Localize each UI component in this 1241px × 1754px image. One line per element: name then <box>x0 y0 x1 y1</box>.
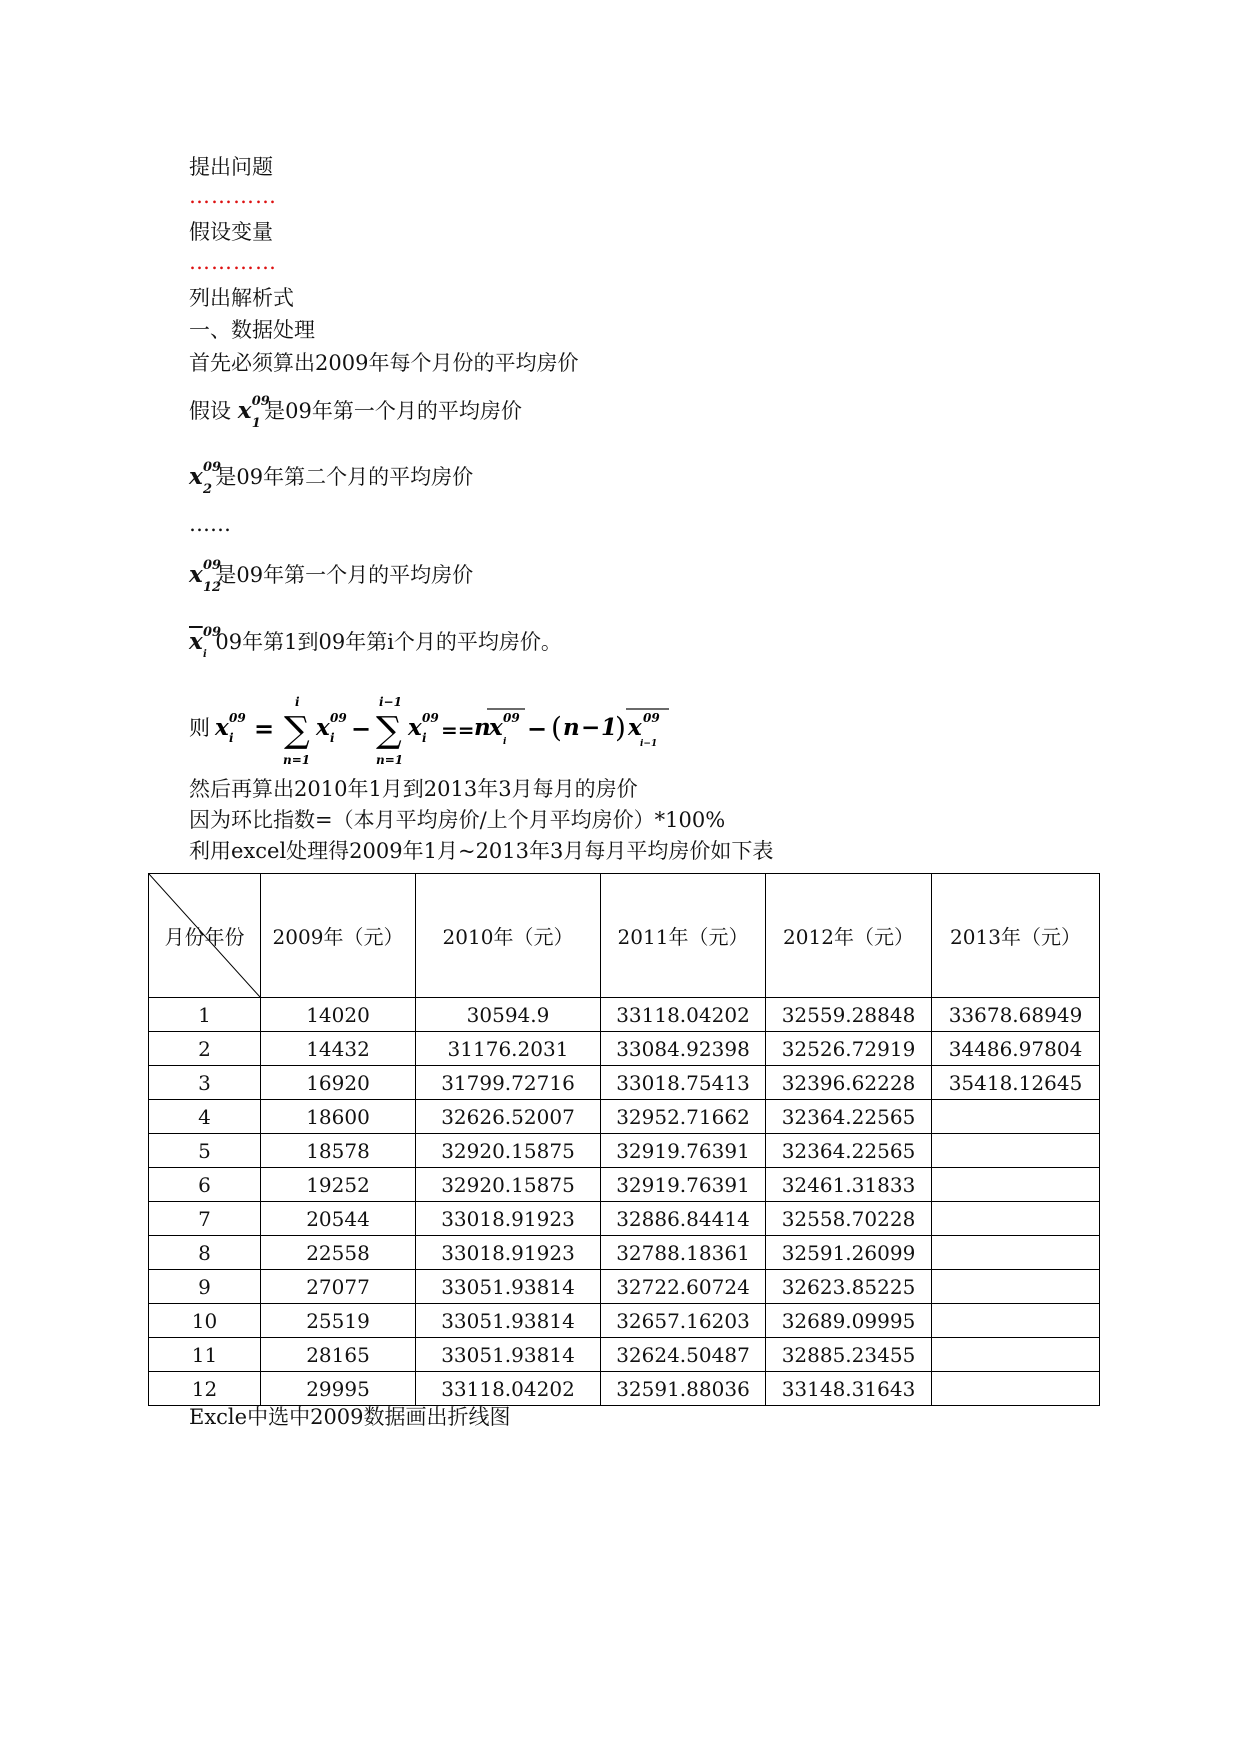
var-x2-text: 是09年第二个月的平均房价 <box>215 465 474 489</box>
svg-text:i: i <box>229 731 234 745</box>
svg-text:1: 1 <box>601 714 618 741</box>
var-avg-symbol: x 09 i <box>189 625 222 660</box>
price-cell: 28165 <box>261 1338 416 1372</box>
price-cell: 20544 <box>261 1202 416 1236</box>
price-cell <box>932 1270 1100 1304</box>
price-cell: 32461.31833 <box>766 1168 932 1202</box>
price-cell: 30594.9 <box>416 998 601 1032</box>
table-row <box>149 1202 1100 1236</box>
dots-divider-2: ………… <box>189 250 277 274</box>
svg-text:09: 09 <box>503 711 520 725</box>
price-cell: 32558.70228 <box>766 1202 932 1236</box>
table-row <box>149 1134 1100 1168</box>
table-row <box>149 1066 1100 1100</box>
var-x2-line <box>189 460 474 497</box>
table-row <box>149 998 1100 1032</box>
svg-text:−: − <box>351 714 372 743</box>
price-cell <box>932 1236 1100 1270</box>
price-cell: 29995 <box>261 1372 416 1406</box>
price-cell: 32722.60724 <box>601 1270 766 1304</box>
month-cell: 1 <box>149 998 261 1032</box>
month-cell: 11 <box>149 1338 261 1372</box>
price-cell: 18600 <box>261 1100 416 1134</box>
svg-text:09: 09 <box>330 711 347 725</box>
table-corner-cell <box>149 874 261 998</box>
price-cell: 32591.26099 <box>766 1236 932 1270</box>
price-cell: 31799.72716 <box>416 1066 601 1100</box>
price-cell: 19252 <box>261 1168 416 1202</box>
table-row <box>149 1236 1100 1270</box>
svg-text:∑: ∑ <box>376 710 402 751</box>
svg-text:x: x <box>489 714 503 741</box>
month-cell: 7 <box>149 1202 261 1236</box>
svg-text:i−1: i−1 <box>640 739 658 749</box>
svg-text:==: == <box>441 718 475 742</box>
svg-text:−: − <box>527 714 548 743</box>
price-cell: 33018.91923 <box>416 1236 601 1270</box>
price-cell: 14020 <box>261 998 416 1032</box>
var-x1-text: 是09年第一个月的平均房价 <box>264 399 522 423</box>
header-2012: 2012年（元） <box>766 874 932 998</box>
table-row <box>149 1304 1100 1338</box>
svg-text:n=1: n=1 <box>283 753 311 767</box>
table-row <box>149 1100 1100 1134</box>
svg-text:09: 09 <box>643 711 660 725</box>
table-body <box>149 998 1100 1406</box>
price-cell: 33084.92398 <box>601 1032 766 1066</box>
svg-text:则: 则 <box>189 716 210 740</box>
svg-text:(: ( <box>551 711 562 744</box>
svg-text:∑: ∑ <box>284 710 310 751</box>
svg-text:=: = <box>254 714 275 743</box>
price-cell: 32885.23455 <box>766 1338 932 1372</box>
var-avg-text: 09年第1到09年第i个月的平均房价。 <box>215 630 562 654</box>
price-cell: 27077 <box>261 1270 416 1304</box>
price-cell: 33148.31643 <box>766 1372 932 1406</box>
price-cell: 16920 <box>261 1066 416 1100</box>
svg-text:09: 09 <box>229 711 246 725</box>
month-cell: 2 <box>149 1032 261 1066</box>
paragraph-index-definition: 因为环比指数=（本月平均房价/上个月平均房价）*100% <box>189 808 726 832</box>
svg-text:i: i <box>295 695 300 709</box>
svg-text:i: i <box>422 731 427 745</box>
price-cell: 31176.2031 <box>416 1032 601 1066</box>
paragraph-2009-average: 首先必须算出2009年每个月份的平均房价 <box>189 351 579 375</box>
paragraph-excel-table: 利用excel处理得2009年1月~2013年3月每月平均房价如下表 <box>189 839 774 863</box>
month-cell: 3 <box>149 1066 261 1100</box>
month-cell: 12 <box>149 1372 261 1406</box>
svg-text:−: − <box>581 714 601 741</box>
var-x1-prefix: 假设 <box>189 399 231 423</box>
price-cell: 32526.72919 <box>766 1032 932 1066</box>
svg-text:x: x <box>316 714 330 741</box>
price-cell: 32920.15875 <box>416 1168 601 1202</box>
price-cell <box>932 1338 1100 1372</box>
price-cell: 33051.93814 <box>416 1304 601 1338</box>
price-cell: 22558 <box>261 1236 416 1270</box>
ellipsis: …… <box>189 512 231 536</box>
svg-text:n=1: n=1 <box>376 753 404 767</box>
recurrence-formula <box>189 692 709 767</box>
price-cell: 32364.22565 <box>766 1100 932 1134</box>
price-cell: 32624.50487 <box>601 1338 766 1372</box>
var-x1-symbol: x 09 1 <box>237 394 270 431</box>
header-2013: 2013年（元） <box>932 874 1100 998</box>
price-cell: 32559.28848 <box>766 998 932 1032</box>
price-cell: 32657.16203 <box>601 1304 766 1338</box>
price-cell: 32623.85225 <box>766 1270 932 1304</box>
price-cell: 32919.76391 <box>601 1134 766 1168</box>
header-2011: 2011年（元） <box>601 874 766 998</box>
month-cell: 6 <box>149 1168 261 1202</box>
price-table <box>148 873 1100 1406</box>
corner-label: 月份年份 <box>164 925 245 949</box>
price-cell <box>932 1168 1100 1202</box>
price-cell: 14432 <box>261 1032 416 1066</box>
var-avg-line <box>189 625 562 660</box>
price-cell: 32920.15875 <box>416 1134 601 1168</box>
header-2010: 2010年（元） <box>416 874 601 998</box>
month-cell: 8 <box>149 1236 261 1270</box>
section-data-processing: 一、数据处理 <box>189 318 315 342</box>
price-cell: 32364.22565 <box>766 1134 932 1168</box>
table-row <box>149 1168 1100 1202</box>
svg-text:i: i <box>330 731 335 745</box>
diagonal-line <box>149 874 260 997</box>
heading-question: 提出问题 <box>189 155 273 179</box>
svg-text:x: x <box>408 714 422 741</box>
price-cell: 32396.62228 <box>766 1066 932 1100</box>
var-x2-symbol: x 09 2 <box>189 460 222 497</box>
paragraph-monthly-price: 然后再算出2010年1月到2013年3月每月的房价 <box>189 777 638 801</box>
price-cell: 32788.18361 <box>601 1236 766 1270</box>
table-row <box>149 1270 1100 1304</box>
var-x1-line <box>189 394 522 431</box>
price-cell: 25519 <box>261 1304 416 1338</box>
month-cell: 4 <box>149 1100 261 1134</box>
price-cell: 33018.91923 <box>416 1202 601 1236</box>
svg-text:i−1: i−1 <box>379 695 402 709</box>
price-cell: 35418.12645 <box>932 1066 1100 1100</box>
price-cell: 33051.93814 <box>416 1338 601 1372</box>
header-2009: 2009年（元） <box>261 874 416 998</box>
price-cell: 32886.84414 <box>601 1202 766 1236</box>
month-cell: 9 <box>149 1270 261 1304</box>
month-cell: 5 <box>149 1134 261 1168</box>
price-cell <box>932 1202 1100 1236</box>
price-cell: 32626.52007 <box>416 1100 601 1134</box>
svg-text:): ) <box>615 711 626 744</box>
price-cell: 33678.68949 <box>932 998 1100 1032</box>
price-cell: 18578 <box>261 1134 416 1168</box>
heading-formula: 列出解析式 <box>189 286 294 310</box>
price-cell: 32689.09995 <box>766 1304 932 1338</box>
var-x12-text: 是09年第一个月的平均房价 <box>215 563 474 587</box>
paragraph-chart-note: Excle中选中2009数据画出折线图 <box>189 1405 511 1429</box>
formula-graphic <box>189 692 709 772</box>
price-cell: 33051.93814 <box>416 1270 601 1304</box>
price-cell <box>932 1304 1100 1338</box>
svg-text:09: 09 <box>422 711 439 725</box>
price-cell: 32591.88036 <box>601 1372 766 1406</box>
svg-text:i: i <box>503 737 507 747</box>
svg-text:n: n <box>563 714 580 741</box>
var-x12-symbol: x 09 12 <box>189 558 222 595</box>
dots-divider-1: ………… <box>189 184 277 208</box>
price-cell <box>932 1100 1100 1134</box>
svg-text:x: x <box>215 714 229 741</box>
table-row <box>149 1372 1100 1406</box>
table-row <box>149 1032 1100 1066</box>
price-cell: 32919.76391 <box>601 1168 766 1202</box>
price-cell: 34486.97804 <box>932 1032 1100 1066</box>
table-row <box>149 1338 1100 1372</box>
month-cell: 10 <box>149 1304 261 1338</box>
price-cell <box>932 1372 1100 1406</box>
svg-text:x: x <box>628 714 642 741</box>
price-cell: 32952.71662 <box>601 1100 766 1134</box>
price-cell: 33018.75413 <box>601 1066 766 1100</box>
price-cell: 33118.04202 <box>601 998 766 1032</box>
svg-text:n: n <box>474 714 491 741</box>
heading-variables: 假设变量 <box>189 220 273 244</box>
price-cell: 33118.04202 <box>416 1372 601 1406</box>
var-x12-line <box>189 558 474 595</box>
price-cell <box>932 1134 1100 1168</box>
table-header-row <box>149 874 1100 998</box>
